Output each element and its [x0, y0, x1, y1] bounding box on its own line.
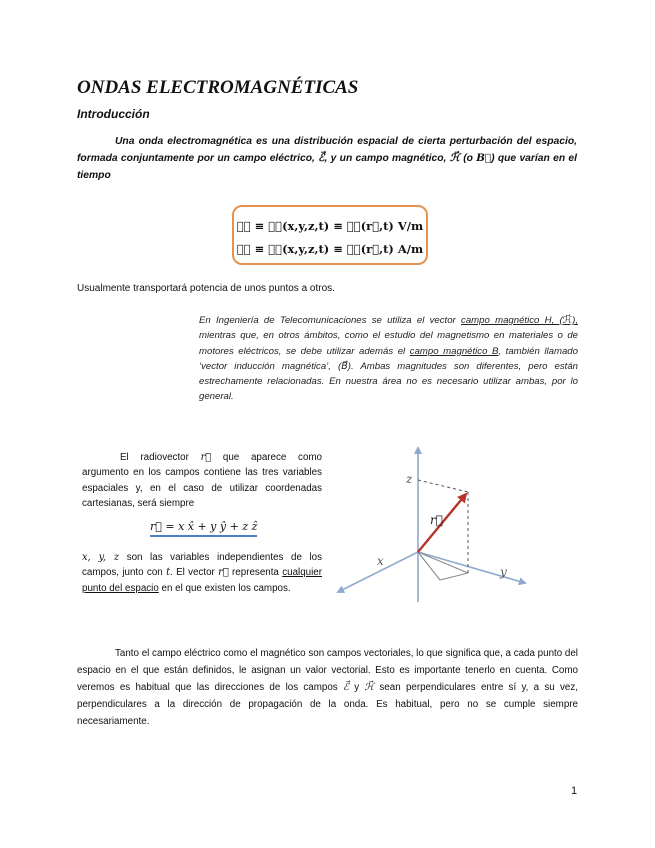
radio-text-2: que aparece como argumento en los campos contiene las tres variables espaciales y, en el caso de utilizar coordenadas cartesianas, será siempre — [82, 452, 323, 509]
variables-paragraph — [82, 550, 322, 596]
symbol-b-field: B⃗ — [476, 152, 492, 164]
vector-fields-paragraph — [77, 645, 578, 730]
note-text-1: En Ingeniería de Telecomunicaciones se utiliza el vector — [199, 315, 456, 326]
y-axis — [418, 552, 525, 583]
intro-text-1: Una onda electromagnética es una distribución espacial de cierta perturbación del espacio, formada conjuntamente por un campo eléctrico, — [77, 136, 577, 164]
transport-sentence: Usualmente transportará potencia de unos puntos a otros. — [77, 283, 335, 294]
intro-text-4: ) que varían en el tiempo — [77, 153, 577, 181]
vars-symbols: x, y, z — [82, 552, 120, 563]
bottom-text-2: y — [354, 682, 360, 693]
side-note — [199, 313, 578, 405]
symbol-r-vector-2: r⃗ — [218, 567, 229, 579]
intro-text-3: (o — [463, 153, 473, 164]
link-cualquier-punto[interactable]: cualquier punto del espacio — [82, 567, 322, 594]
page-number: 1 — [571, 785, 578, 797]
symbol-e-field-2: ℰ⃗ — [342, 682, 349, 693]
intro-text-2: , y un campo magnético, — [324, 153, 447, 164]
symbol-h-field-2: ℋ⃗ — [364, 682, 375, 693]
link-campo-magnetico-h[interactable]: campo magnético H, (ℋ⃗), — [461, 315, 578, 326]
vars-text-3: representa — [232, 567, 279, 579]
symbol-h-field: ℋ⃗ — [449, 152, 460, 164]
bottom-text-3: sean perpendiculares entre sí y, a su vez, perpendiculares a la dirección de propagación de la onda. Es habitual, pero no se cumple siempre necesariamente. — [77, 682, 578, 727]
field-equations-box — [232, 205, 428, 265]
cartesian-axes-figure — [330, 440, 530, 615]
label-y: y — [500, 565, 507, 579]
radiovector-paragraph — [82, 450, 322, 511]
projection-xy — [418, 552, 468, 573]
position-vector-equation: r⃗ = x x̂ + y ŷ + z ẑ — [150, 520, 257, 537]
label-r-vector: r⃗ — [430, 513, 443, 527]
note-text-3: , también llamado ‘vector inducción magnética’, (B⃗). Ambas magnitudes son diferentes, pero están estrechamente relacionadas. En nuestra área no es necesario utilizar ambas, por lo general. — [199, 345, 578, 403]
label-z: z — [406, 472, 413, 486]
symbol-t: t — [166, 567, 171, 579]
equation-h-field: ℋ⃗ ≡ ℋ⃗(x,y,z,t) ≡ ℋ⃗(r⃗,t) A/m — [236, 242, 424, 256]
projection-y-component — [440, 573, 468, 580]
equation-e-field: ℰ⃗ ≡ ℰ⃗(x,y,z,t) ≡ ℰ⃗(r⃗,t) V/m — [236, 219, 424, 233]
symbol-e-field: ℰ⃗ — [318, 152, 325, 164]
intro-paragraph — [77, 133, 577, 184]
symbol-r-vector: r⃗ — [200, 452, 212, 463]
radio-text-1: El radiovector — [120, 452, 189, 463]
page-title: ONDAS ELECTROMAGNÉTICAS — [77, 77, 359, 98]
vars-text-2: . El vector — [170, 567, 215, 579]
section-heading-introduccion: Introducción — [77, 107, 150, 121]
label-x: x — [377, 554, 384, 568]
bottom-text-1: Tanto el campo eléctrico como el magnético son campos vectoriales, lo que significa que, a cada punto del espacio en el que están definidos, le asignan un valor vectorial. Esto es importante tenerlo en cuenta. Como veremos es habitual que las direcciones de los campos — [77, 648, 578, 693]
dashed-top-guide — [418, 480, 468, 492]
vars-text-1: son las variables independientes de los campos, junto con — [82, 552, 322, 579]
vars-text-4: en el que existen los campos. — [161, 582, 291, 594]
link-campo-magnetico-b[interactable]: campo magnético B — [409, 345, 499, 357]
note-text-2: mientras que, en otros ámbitos, como el estudio del magnetismo en materiales o de motores eléctricos, se debe utilizar además el — [199, 330, 578, 357]
